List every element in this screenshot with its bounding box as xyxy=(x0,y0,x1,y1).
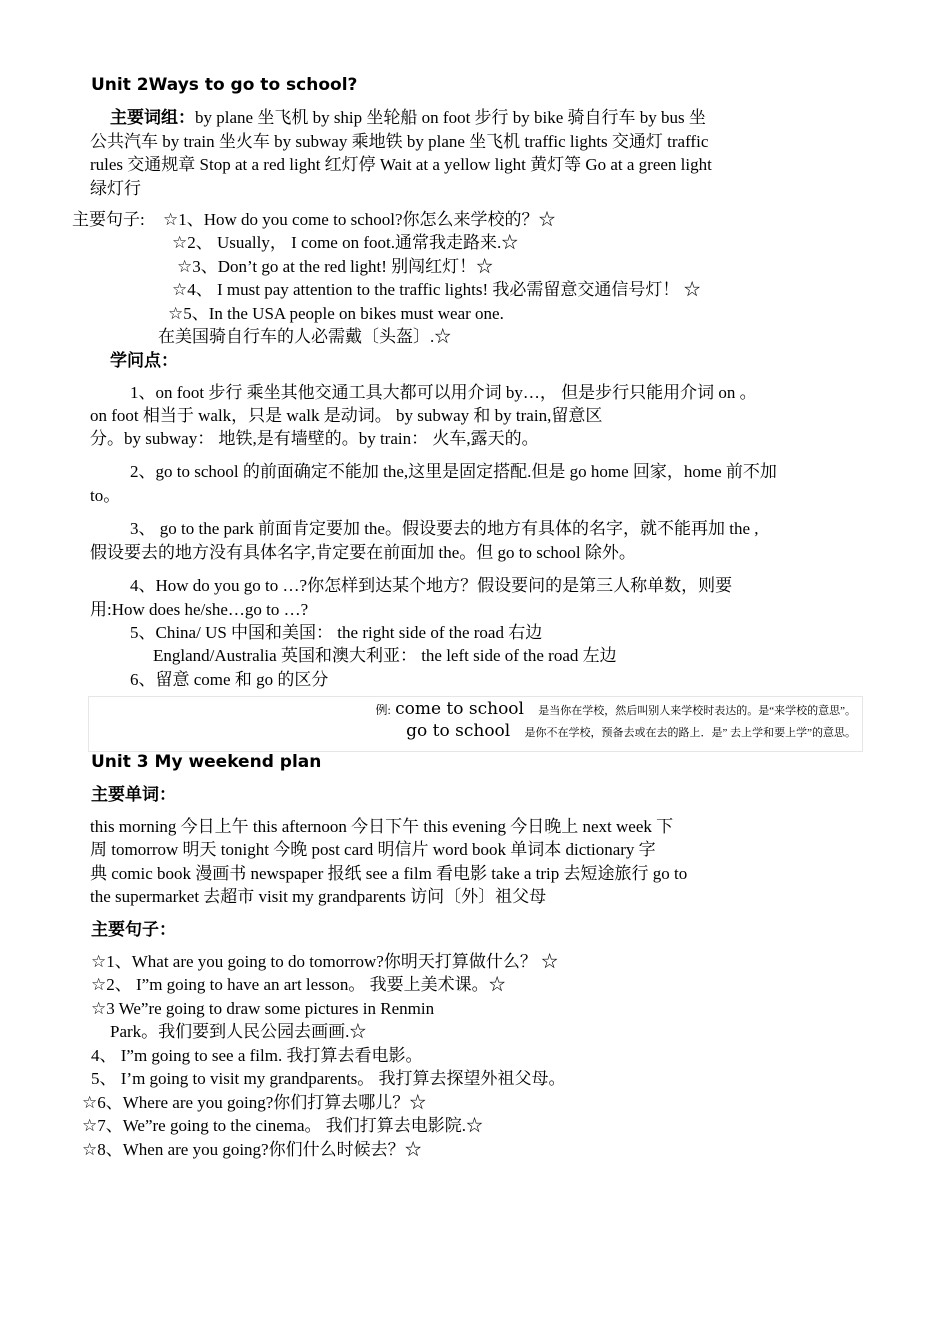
example-come-note: 是当你在学校，然后叫别人来学校时表达的。是“来学校的意思”。 xyxy=(538,705,856,717)
unit2-title: Unit 2Ways to go to school? xyxy=(91,75,358,95)
knowledge-1-line1: 1、on foot 步行 乘坐其他交通工具大都可以用介词 by…， 但是步行只能用介词 on 。 xyxy=(130,383,757,402)
example-come-row xyxy=(375,699,856,719)
unit2-knowledge-label: 学问点： xyxy=(110,351,178,370)
unit2-phrases-line4: 绿灯行 xyxy=(90,179,141,198)
unit2-sentence-4: ☆4、 I must pay attention to the traffic lights! 我必需留意交通信号灯！ ☆ xyxy=(172,280,701,299)
unit3-sentence-3: ☆3 We”re going to draw some pictures in Renmin xyxy=(91,999,435,1018)
unit3-words-line1: this morning 今日上午 this afternoon 今日下午 this evening 今日晚上 next week 下 xyxy=(90,817,674,836)
example-go-phrase: go to school xyxy=(406,721,511,741)
unit3-title: Unit 3 My weekend plan xyxy=(91,752,322,772)
example-come-phrase: come to school xyxy=(395,699,524,719)
unit3-sentence-2: ☆2、 I”m going to have an art lesson。 我要上美术课。☆ xyxy=(91,975,506,994)
unit3-sentence-1: ☆1、What are you going to do tomorrow?你明天打算做什么？ ☆ xyxy=(91,952,559,971)
unit3-words-line2: 周 tomorrow 明天 tonight 今晚 post card 明信片 word book 单词本 dictionary 字 xyxy=(90,840,656,859)
knowledge-1-line2: on foot 相当于 walk，只是 walk 是动词。 by subway 和 by train,留意区 xyxy=(90,406,603,425)
unit3-sentence-4: 4、 I”m going to see a film. 我打算去看电影。 xyxy=(91,1046,423,1065)
unit2-sentence-5: ☆5、In the USA people on bikes must wear one. xyxy=(168,304,504,323)
unit2-phrases-label: 主要词组： xyxy=(110,108,195,127)
unit3-sentence-8: ☆8、When are you going?你们什么时候去？☆ xyxy=(82,1140,422,1159)
example-go-row xyxy=(406,721,856,741)
knowledge-4-line1: 4、How do you go to …?你怎样到达某个地方？假设要问的是第三人称单数，则要 xyxy=(130,576,733,595)
knowledge-1-line3: 分。by subway： 地铁,是有墙壁的。by train： 火车,露天的。 xyxy=(90,429,539,448)
unit2-sentence-1: ☆1、How do you come to school?你怎么来学校的？☆ xyxy=(163,210,556,229)
unit2-sentences-label: 主要句子: xyxy=(72,210,145,229)
knowledge-3-line2: 假设要去的地方没有具体名字,肯定要在前面加 the。但 go to school 除外。 xyxy=(90,543,636,562)
unit3-sentences-label: 主要句子： xyxy=(91,920,176,939)
unit3-sentence-3-translation: Park。我们要到人民公园去画画.☆ xyxy=(110,1022,367,1041)
unit3-words-line3: 典 comic book 漫画书 newspaper 报纸 see a film 看电影 take a trip 去短途旅行 go to xyxy=(90,864,688,883)
unit2-phrases-line2: 公共汽车 by train 坐火车 by subway 乘地铁 by plane 坐飞机 traffic lights 交通灯 traffic xyxy=(90,132,709,151)
knowledge-6-line1: 6、留意 come 和 go 的区分 xyxy=(130,670,329,689)
knowledge-3-line1: 3、 go to the park 前面肯定要加 the。假设要去的地方有具体的名字，就不能再加 the , xyxy=(130,519,759,538)
unit3-sentence-6: ☆6、Where are you going?你们打算去哪儿？☆ xyxy=(82,1093,427,1112)
knowledge-2-line1: 2、go to school 的前面确定不能加 the,这里是固定搭配.但是 go home 回家，home 前不加 xyxy=(130,462,777,481)
unit3-sentence-5: 5、 I’m going to visit my grandparents。 我打算去探望外祖父母。 xyxy=(91,1069,566,1088)
unit2-sentence-5-translation: 在美国骑自行车的人必需戴〔头盔〕.☆ xyxy=(158,327,452,346)
unit2-phrases-text1: by plane 坐飞机 by ship 坐轮船 on foot 步行 by bike 骑自行车 by bus 坐 xyxy=(195,108,706,127)
unit2-sentence-2: ☆2、 Usually， I come on foot.通常我走路来.☆ xyxy=(172,233,519,252)
knowledge-2-line2: to。 xyxy=(90,486,121,505)
unit3-sentence-7: ☆7、We”re going to the cinema。 我们打算去电影院.☆ xyxy=(82,1116,484,1135)
unit3-words-label: 主要单词： xyxy=(91,785,176,804)
knowledge-5-line2: England/Australia 英国和澳大利亚： the left side of the road 左边 xyxy=(153,646,617,665)
knowledge-4-line2: 用:How does he/she…go to …? xyxy=(90,600,309,619)
example-prefix: 例: xyxy=(375,703,391,717)
example-go-note: 是你不在学校，预备去或在去的路上．是” 去上学和要上学”的意思。 xyxy=(524,727,856,739)
unit2-phrases-line3: rules 交通规章 Stop at a red light 红灯停 Wait at a yellow light 黄灯等 Go at a green light xyxy=(90,155,712,174)
unit3-words-line4: the supermarket 去超市 visit my grandparents 访问〔外〕祖父母 xyxy=(90,887,547,906)
unit2-sentence-3: ☆3、Don’t go at the red light! 别闯红灯！☆ xyxy=(177,257,494,276)
unit2-phrases-line1 xyxy=(110,106,706,129)
knowledge-5-line1: 5、China/ US 中国和美国： the right side of the road 右边 xyxy=(130,623,543,642)
example-box xyxy=(88,696,863,752)
